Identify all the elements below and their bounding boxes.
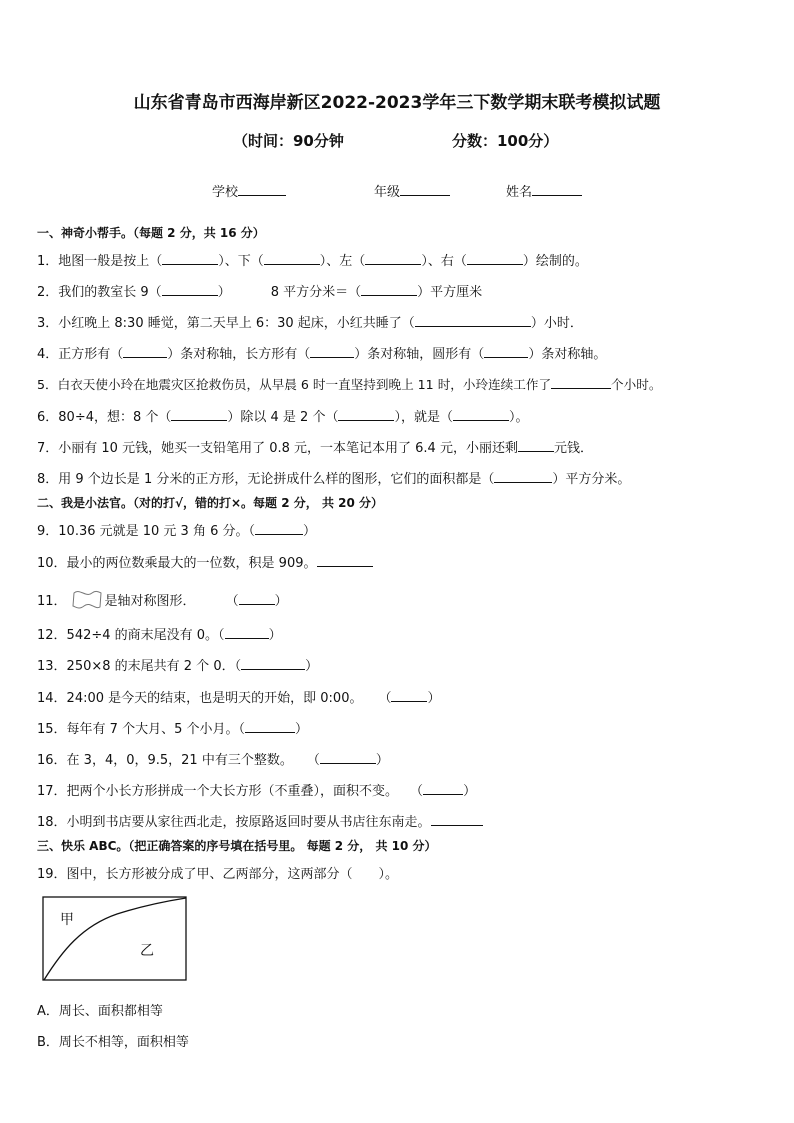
question-18: [37, 811, 483, 830]
q18-text-a: 18．小明到书店要从家往西北走，按原路返回时要从书店往东南走。: [37, 815, 431, 830]
question-6: [37, 406, 529, 425]
q1-text-c: ）、左（: [319, 254, 366, 269]
section-1-heading: 一、神奇小帮手。（每题 2 分，共 16 分）: [37, 226, 265, 240]
q6-blank-3[interactable]: [453, 408, 509, 421]
q5-blank-1[interactable]: [551, 376, 611, 389]
q15-text-b: ）: [294, 722, 308, 737]
q5-text-a: 5．白衣天使小玲在地震灾区抢救伤员，从早晨 6 时一直坚持到晚上 11 时，小玲连续工作了: [37, 377, 552, 392]
q15-text-a: 15．每年有 7 个大月、5 个小月。（: [37, 722, 245, 737]
q11-number: 11．: [37, 594, 67, 609]
question-8: [37, 468, 630, 487]
q1-text-d: ）、右（: [421, 254, 467, 269]
q4-blank-1[interactable]: [123, 345, 167, 358]
region-yi-label: 乙: [140, 943, 154, 959]
q9-blank-1[interactable]: [255, 522, 303, 535]
wavy-flag-icon: [71, 589, 103, 611]
q2-text-b: ）: [217, 285, 231, 300]
name-field: [506, 181, 582, 200]
q1-blank-4[interactable]: [467, 252, 523, 265]
q13-blank-1[interactable]: [241, 657, 305, 670]
time-limit: （时间：90分钟: [233, 132, 344, 150]
q12-text-b: ）: [268, 628, 282, 643]
q2-text-a: 2．我们的教室长 9（: [37, 285, 162, 300]
q6-text-d: ）。: [508, 410, 529, 425]
q11-text-a: 是轴对称图形．: [104, 594, 196, 609]
question-10: [37, 552, 373, 571]
q14-text-b: （: [378, 691, 392, 706]
school-label: 学校: [212, 185, 239, 200]
dividing-curve: [44, 898, 186, 980]
section-3-heading: 三、快乐 ABC。（把正确答案的序号填在括号里。 每题 2 分， 共 10 分）: [37, 839, 437, 853]
q1-blank-2[interactable]: [264, 252, 320, 265]
grade-blank[interactable]: [400, 183, 450, 196]
q16-text-c: ）: [375, 753, 389, 768]
question-4: [37, 343, 606, 362]
q6-text-b: ）除以 4 是 2 个（: [227, 410, 339, 425]
q14-blank-1[interactable]: [391, 689, 427, 702]
q8-blank-1[interactable]: [494, 470, 552, 483]
q17-text-b: （: [410, 784, 424, 799]
q17-text-a: 17．把两个小长方形拼成一个大长方形（不重叠），面积不变。: [37, 784, 399, 799]
question-2: [37, 281, 482, 300]
q4-text-c: ）条对称轴，圆形有（: [354, 347, 485, 362]
question-16: [37, 749, 389, 768]
q6-text-a: 6．80÷4，想：8 个（: [37, 410, 172, 425]
question-1: [37, 250, 588, 269]
rectangle-outline: [43, 897, 186, 980]
q4-blank-2[interactable]: [310, 345, 354, 358]
q7-blank-1[interactable]: [518, 439, 554, 452]
q16-text-a: 16．在 3，4，0，9.5，21 中有三个整数。: [37, 753, 293, 768]
q16-blank-1[interactable]: [320, 751, 376, 764]
q4-text-b: ）条对称轴，长方形有（: [167, 347, 311, 362]
school-field: [212, 181, 286, 200]
q4-text-a: 4．正方形有（: [37, 347, 124, 362]
q15-blank-1[interactable]: [245, 720, 295, 733]
q17-blank-1[interactable]: [423, 782, 463, 795]
question-7: [37, 437, 593, 456]
q7-text-a: 7．小丽有 10 元钱，她买一支铅笔用了 0.8 元，一本笔记本用了 6.4 元，小丽还剩: [37, 441, 518, 456]
total-score: 分数：100分）: [452, 132, 559, 150]
q9-text-a: 9．10.36 元就是 10 元 3 角 6 分。（: [37, 524, 255, 539]
name-blank[interactable]: [532, 183, 582, 196]
q12-text-a: 12．542÷4 的商末尾没有 0。（: [37, 628, 225, 643]
school-blank[interactable]: [238, 183, 286, 196]
q7-text-b: 元钱．: [553, 441, 593, 456]
question-19: [37, 863, 398, 882]
q8-text-b: ）平方分米。: [552, 472, 631, 487]
q3-text-b: ）小时．: [530, 316, 583, 331]
question-13: [37, 655, 318, 674]
q1-text-b: ）、下（: [218, 254, 264, 269]
grade-label: 年级: [374, 185, 401, 200]
question-14: [37, 687, 441, 706]
q6-blank-1[interactable]: [171, 408, 227, 421]
question-11: [37, 589, 288, 611]
q8-text-a: 8．用 9 个边长是 1 分米的正方形，无论拼成什么样的图形，它们的面积都是（: [37, 472, 495, 487]
q17-text-c: ）: [463, 784, 477, 799]
question-3: [37, 312, 583, 331]
region-jia-label: 甲: [60, 912, 74, 928]
option-a[interactable]: A．周长、面积都相等: [37, 1004, 163, 1019]
question-9: [37, 520, 316, 539]
q4-text-d: ）条对称轴。: [528, 347, 607, 362]
q10-blank-1[interactable]: [317, 554, 373, 567]
question-12: [37, 624, 282, 643]
grade-field: [374, 181, 450, 200]
q18-blank-1[interactable]: [431, 813, 483, 826]
q2-text-c: 8 平方分米＝（: [270, 285, 362, 300]
q11-text-b: （: [225, 594, 239, 609]
q1-text-a: 1．地图一般是按上（: [37, 254, 163, 269]
page-title: 山东省青岛市西海岸新区2022-2023学年三下数学期末联考模拟试题: [133, 93, 661, 113]
name-label: 姓名: [506, 185, 533, 200]
q19-text-b: ）。: [378, 867, 399, 882]
q10-text-a: 10．最小的两位数乘最大的一位数，积是 909。: [37, 556, 317, 571]
q14-text-c: ）: [427, 691, 441, 706]
q6-text-c: ），就是（: [394, 410, 453, 425]
q14-text-a: 14．24:00 是今天的结束，也是明天的开始，即 0:00。: [37, 691, 363, 706]
section-2-heading: 二、我是小法官。（对的打√，错的打×。每题 2 分， 共 20 分）: [37, 496, 383, 510]
q13-text-b: ）: [305, 659, 319, 674]
question-15: [37, 718, 308, 737]
q3-text-a: 3．小红晚上 8:30 睡觉，第二天早上 6：30 起床，小红共睡了（: [37, 316, 415, 331]
q2-blank-1[interactable]: [162, 283, 218, 296]
q12-blank-1[interactable]: [225, 626, 269, 639]
q5-text-b: 个小时。: [611, 377, 662, 392]
q2-blank-2[interactable]: [361, 283, 417, 296]
q9-text-b: ）: [303, 524, 317, 539]
q3-blank-1[interactable]: [415, 314, 531, 327]
q1-blank-3[interactable]: [365, 252, 421, 265]
question-5: [37, 374, 661, 393]
q6-blank-2[interactable]: [338, 408, 394, 421]
q13-text-a: 13．250×8 的末尾共有 2 个 0．（: [37, 659, 242, 674]
q11-blank-1[interactable]: [239, 592, 275, 605]
q11-text-c: ）: [274, 594, 288, 609]
q16-text-b: （: [306, 753, 320, 768]
q19-text-a: 19．图中，长方形被分成了甲、乙两部分，这两部分（: [37, 867, 353, 882]
q1-text-e: ）绘制的。: [522, 254, 588, 269]
q4-blank-3[interactable]: [484, 345, 528, 358]
question-17: [37, 780, 476, 799]
option-b[interactable]: B．周长不相等，面积相等: [37, 1035, 189, 1050]
q2-text-d: ）平方厘米: [417, 285, 483, 300]
q1-blank-1[interactable]: [162, 252, 218, 265]
q19-figure: [42, 896, 188, 982]
